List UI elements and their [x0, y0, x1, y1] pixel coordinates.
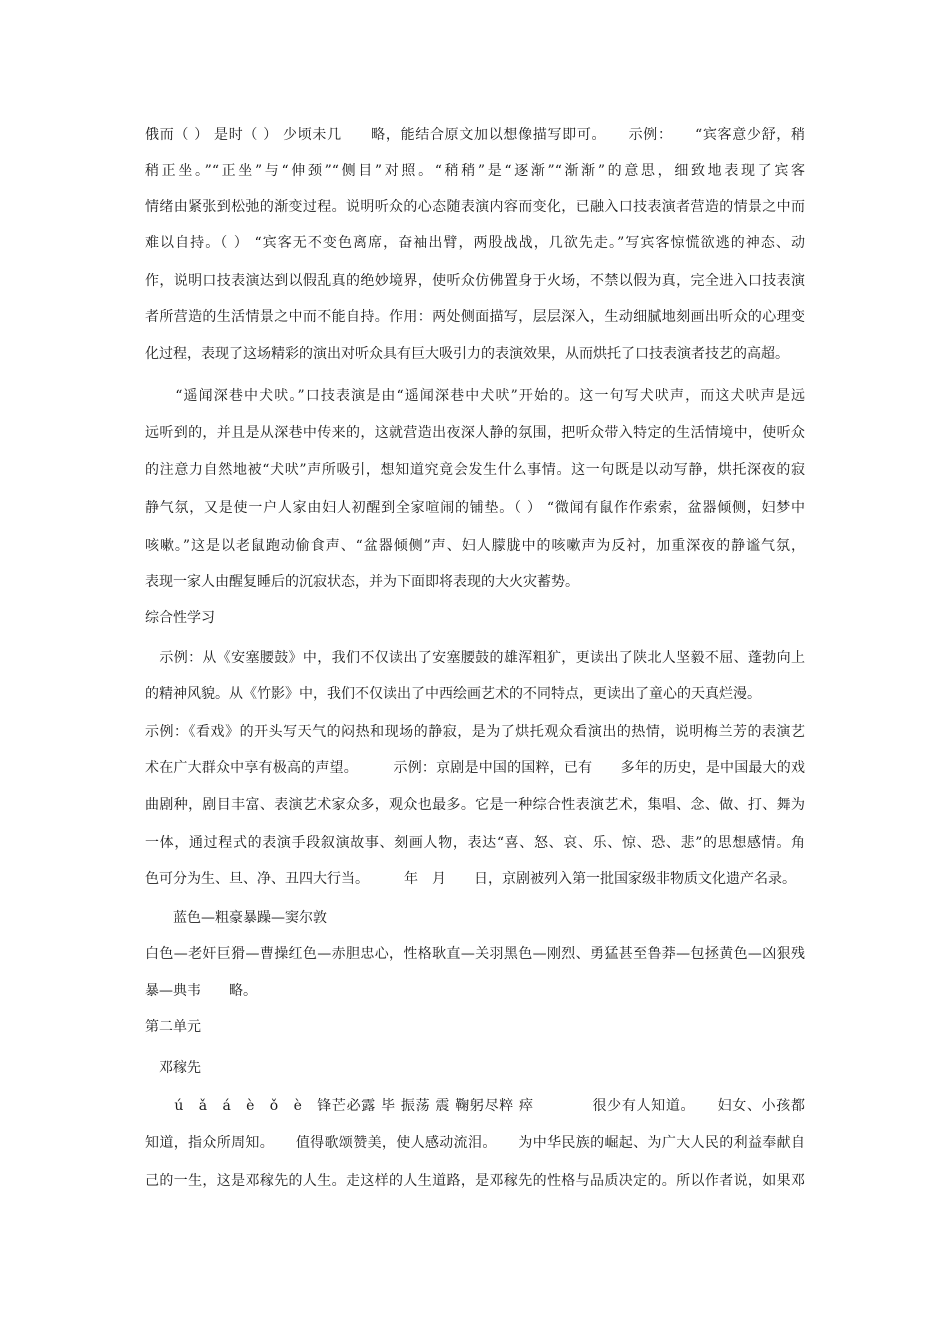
- text-line: 曲剧种，剧目丰富、表演艺术家众多，观众也最多。它是一种综合性表演艺术，集唱、念、做、打、舞为: [145, 797, 805, 813]
- text-line: 俄而（ ） 是时（ ） 少顷未几 略，能结合原文加以想像描写即可。 示例： “宾客意少舒，稍: [145, 127, 805, 143]
- text-line: 远听到的，并且是从深巷中传来的，这就营造出夜深人静的氛围，把听众带入特定的生活情境中，使听众: [145, 425, 805, 441]
- text-line: 表现一家人由醒复睡后的沉寂状态，并为下面即将表现的大火灾蓄势。: [145, 574, 579, 590]
- text-line: 术在广大群众中享有极高的声望。 示例：京剧是中国的国粹，已有 多年的历史，是中国最大的戏: [145, 760, 805, 776]
- text-line: 一体，通过程式的表演手段叙演故事、刻画人物，表达“喜、怒、哀、乐、惊、恐、悲”的思想感情。角: [145, 835, 805, 851]
- text-line: 情绪由紧张到松弛的渐变过程。说明听众的心态随表演内容而变化，已融入口技表演者营造的情景之中而: [145, 199, 805, 215]
- text-line: 者所营造的生活情景之中而不能自持。作用：两处侧面描写，层层深入，生动细腻地刻画出听众的心理变: [145, 309, 805, 325]
- text-line: 知道，指众所周知。 值得歌颂赞美，使人感动流泪。 为中华民族的崛起、为广大人民的利益奉献自: [145, 1135, 805, 1151]
- text-line: 色可分为生、旦、净、丑四大行当。 年 月 日，京剧被列入第一批国家级非物质文化遗产名录。: [145, 871, 796, 887]
- text-line: 的精神风貌。从《竹影》中，我们不仅读出了中西绘画艺术的不同特点，更读出了童心的天真烂漫。: [145, 686, 761, 702]
- text-line: 化过程，表现了这场精彩的演出对听众具有巨大吸引力的表演效果，从而烘托了口技表演者技艺的高超。: [145, 346, 789, 362]
- text-line: 稍正坐。”“正坐”与“伸颈”“侧目”对照。“稍稍”是“逐渐”“渐渐”的意思，细致地表现了宾客: [145, 163, 805, 179]
- text-line: 静气氛，又是使一户人家由妇人初醒到全家喧闹的铺垫。（ ） “微闻有鼠作作索索，盆器倾侧，妇梦中: [145, 500, 805, 516]
- subsection-heading: 邓稼先: [145, 1060, 201, 1076]
- text-line: ú ǎ á è ǒ è 锋芒必露 毕 振荡 震 鞠躬尽粹 瘁 很少有人知道。 妇女、小孩都: [145, 1098, 805, 1114]
- text-line: 暴—典韦 略。: [145, 983, 257, 999]
- text-line: 咳嗽。”这是以老鼠跑动偷食声、“盆器倾侧”声、妇人朦胧中的咳嗽声为反衬，加重深夜的静谧气氛，: [145, 538, 805, 554]
- text-line: 作，说明口技表演达到以假乱真的绝妙境界，使听众仿佛置身于火场，不禁以假为真，完全进入口技表演: [145, 273, 805, 289]
- text-line: 白色—老奸巨猾—曹操红色—赤胆忠心，性格耿直—关羽黑色—刚烈、勇猛甚至鲁莽—包拯黄色—凶狠残: [145, 946, 805, 962]
- section-heading: 综合性学习: [145, 610, 215, 626]
- text-line: 示例：从《安塞腰鼓》中，我们不仅读出了安塞腰鼓的雄浑粗犷，更读出了陕北人坚毅不屈、蓬勃向上: [145, 650, 805, 666]
- text-line: “遥闻深巷中犬吠。”口技表演是由“遥闻深巷中犬吠”开始的。这一句写犬吠声，而这犬吠声是远: [145, 388, 805, 404]
- text-line: 难以自持。（ ） “宾客无不变色离席，奋袖出臂，两股战战，几欲先走。”写宾客惊慌欲逃的神态、动: [145, 235, 805, 251]
- section-heading: 第二单元: [145, 1019, 201, 1035]
- text-line: 己的一生，这是邓稼先的人生。走这样的人生道路，是邓稼先的性格与品质决定的。所以作者说，如果邓: [145, 1173, 805, 1189]
- text-line: 的注意力自然地被“犬吠”声所吸引，想知道究竟会发生什么事情。这一句既是以动写静，烘托深夜的寂: [145, 462, 805, 478]
- text-line: 蓝色—粗豪暴躁—窦尔敦: [145, 910, 327, 926]
- text-line: 示例：《看戏》的开头写天气的闷热和现场的静寂，是为了烘托观众看演出的热情，说明梅兰芳的表演艺: [145, 724, 805, 740]
